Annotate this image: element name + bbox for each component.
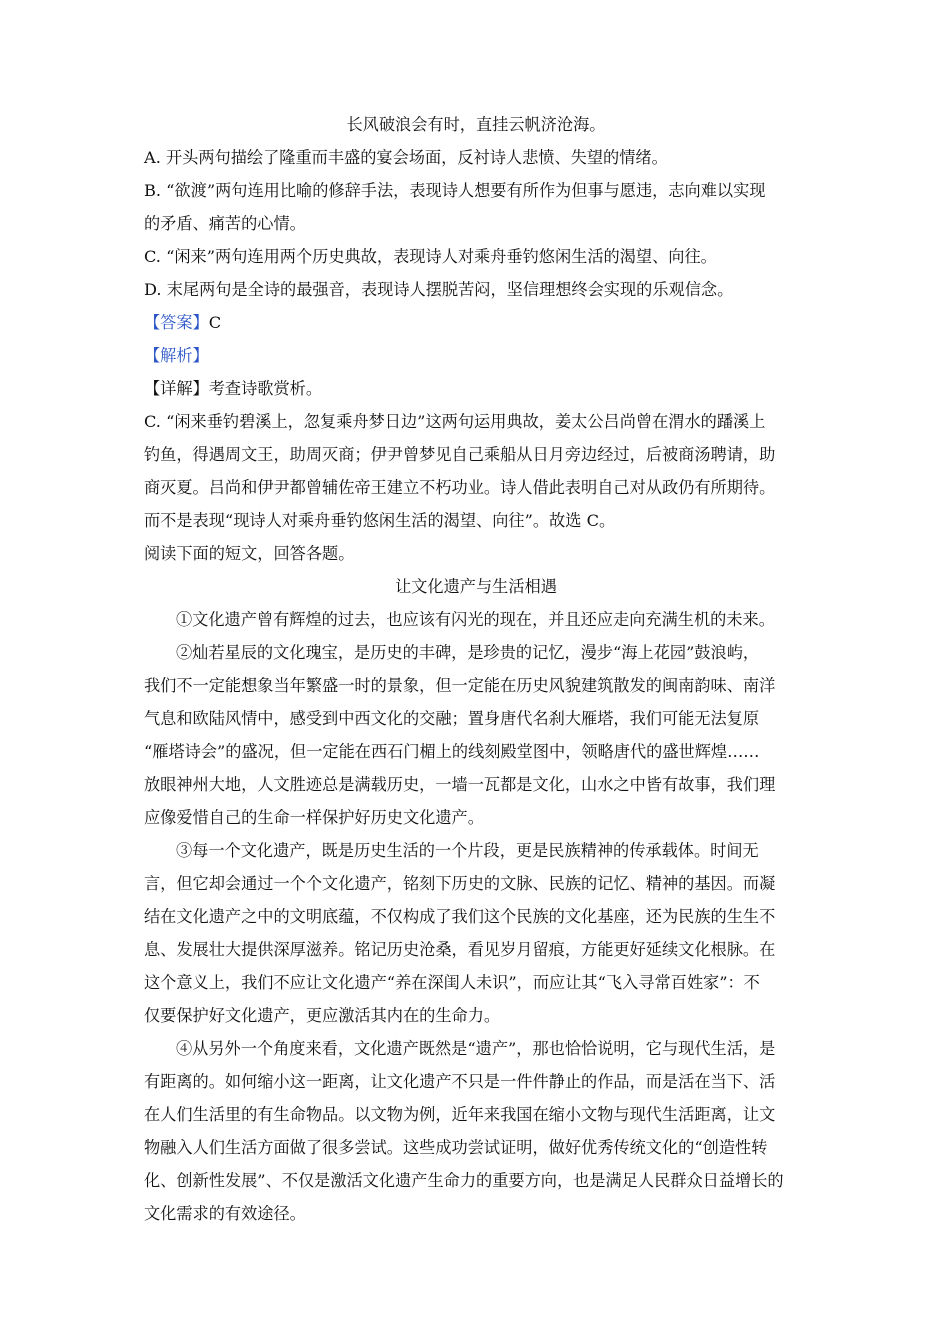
option-c: C. “闲来”两句连用两个历史典故，表现诗人对乘舟垂钓悠闲生活的渴望、向往。 [144, 247, 717, 266]
article-line: 有距离的。如何缩小这一距离，让文化遗产不只是一件件静止的作品，而是活在当下、活 [144, 1072, 776, 1091]
detail-text-line: 而不是表现“现诗人对乘舟垂钓悠闲生活的渴望、向往”。故选 C。 [144, 511, 616, 530]
detail-intro: 考查诗歌赏析。 [208, 379, 323, 398]
reading-instruction: 阅读下面的短文，回答各题。 [144, 544, 355, 563]
option-b-continued: 的矛盾、痛苦的心情。 [144, 214, 306, 233]
answer-tag: 【答案】 [144, 313, 209, 332]
article-line: “雁塔诗会”的盛况，但一定能在西石门楣上的线刻殿堂图中，领略唐代的盛世辉煌…… [144, 742, 760, 761]
detail-line [144, 378, 808, 400]
article-line: ④从另外一个角度来看，文化遗产既然是“遗产”，那也恰恰说明，它与现代生活，是 [176, 1039, 776, 1058]
article-line: 应像爱惜自己的生命一样保护好历史文化遗产。 [144, 808, 484, 827]
article-line: 化、创新性发展”、不仅是激活文化遗产生命力的重要方向，也是满足人民群众日益增长的 [144, 1171, 784, 1190]
article-line: ②灿若星辰的文化瑰宝，是历史的丰碑，是珍贵的记忆，漫步“海上花园”鼓浪屿， [176, 643, 760, 662]
article-line: 言，但它却会通过一个个文化遗产，铭刻下历史的文脉、民族的记忆、精神的基因。而凝 [144, 874, 776, 893]
answer-value: C [208, 313, 222, 332]
article-title: 让文化遗产与生活相遇 [395, 577, 557, 596]
detail-tag: 【详解】 [144, 379, 209, 398]
analysis-line [144, 345, 808, 367]
article-line: ③每一个文化遗产，既是历史生活的一个片段，更是民族精神的传承载体。时间无 [176, 841, 759, 860]
detail-text-line: 商灭夏。吕尚和伊尹都曾辅佐帝王建立不朽功业。诗人借此表明自己对从政仍有所期待。 [144, 478, 776, 497]
article-line: 气息和欧陆风情中，感受到中西文化的交融；置身唐代名刹大雁塔，我们可能无法复原 [144, 709, 760, 728]
detail-text-line: C. “闲来垂钓碧溪上，忽复乘舟梦日边”这两句运用典故，姜太公吕尚曾在渭水的蹯溪上 [144, 412, 766, 431]
article-line: 结在文化遗产之中的文明底蕴，不仅构成了我们这个民族的文化基座，还为民族的生生不 [144, 907, 776, 926]
analysis-tag: 【解析】 [144, 346, 209, 365]
article-line: 仅要保护好文化遗产，更应激活其内在的生命力。 [144, 1006, 501, 1025]
detail-text-line: 钓鱼，得遇周文王，助周灭商；伊尹曾梦见自己乘船从日月旁边经过，后被商汤聘请，助 [144, 445, 776, 464]
article-line: 在人们生活里的有生命物品。以文物为例，近年来我国在缩小文物与现代生活距离，让文 [144, 1105, 776, 1124]
poem-last-line: 长风破浪会有时，直挂云帆济沧海。 [346, 115, 606, 134]
option-d: D. 末尾两句是全诗的最强音，表现诗人摆脱苦闷，坚信理想终会实现的乐观信念。 [144, 280, 734, 299]
option-a: A. 开头两句描绘了隆重而丰盛的宴会场面，反衬诗人悲愤、失望的情绪。 [144, 148, 668, 167]
article-line: 我们不一定能想象当年繁盛一时的景象，但一定能在历史风貌建筑散发的闽南韵味、南洋 [144, 676, 776, 695]
option-b: B. “欲渡”两句连用比喻的修辞手法，表现诗人想要有所作为但事与愿违，志向难以实现 [144, 181, 766, 200]
article-line: 文化需求的有效途径。 [144, 1204, 306, 1223]
article-line: ①文化遗产曾有辉煌的过去，也应该有闪光的现在，并且还应走向充满生机的未来。 [176, 610, 775, 629]
answer-line [144, 312, 808, 334]
article-line: 这个意义上，我们不应让文化遗产“养在深闺人未识”，而应让其“飞入寻常百姓家”：不 [144, 973, 760, 992]
article-line: 息、发展壮大提供深厚滋养。铭记历史沧桑，看见岁月留痕，方能更好延续文化根脉。在 [144, 940, 776, 959]
article-line: 物融入人们生活方面做了很多尝试。这些成功尝试证明，做好优秀传统文化的“创造性转 [144, 1138, 768, 1157]
article-line: 放眼神州大地，人文胜迹总是满载历史，一墙一瓦都是文化，山水之中皆有故事，我们理 [144, 775, 776, 794]
